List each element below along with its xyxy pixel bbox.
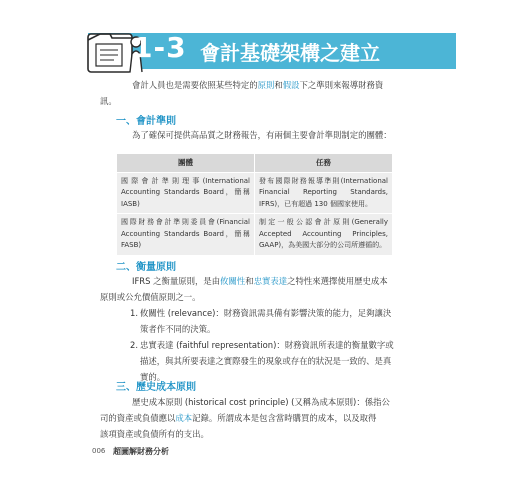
column-header: 團體 <box>117 154 255 173</box>
section-heading: 二、衡量原則 <box>116 262 176 273</box>
page-number: 006 <box>92 447 106 455</box>
table-cell: 制定一般公認會計原則(Generally Accepted Accounting Principles, GAAP)，為美國大部分的公司所遵循的。 <box>255 214 393 256</box>
section-paragraph: IFRS 之衡量原則，是由攸關性和忠實表達之特性來選擇使用歷史成本 原則或公允價值原則之一。 <box>100 276 388 302</box>
list-item: 1. 攸關性 (relevance)：財務資訊需具備有影響決策的能力，足夠讓決 策者作不同的決策。 <box>130 308 392 334</box>
book-title: 超圖解財務分析 <box>113 447 169 456</box>
section-number: 1-3 <box>133 31 187 64</box>
intro-paragraph: 會計人員也是需要依照某些特定的原則和假設下之準則來報導財務資 訊。 <box>100 80 384 106</box>
table-cell: 國際財務會計準則委員會(Financial Accounting Standards Board，簡稱 FASB) <box>117 214 255 256</box>
section-heading: 三、歷史成本原則 <box>116 382 196 393</box>
table-row <box>117 214 393 256</box>
standards-table <box>116 153 393 256</box>
table-cell: 國際會計準則理事(International Accounting Standards Board，簡稱 IASB) <box>117 172 255 214</box>
highlight-term: 成本 <box>175 413 193 423</box>
section-heading: 一、會計準則 <box>116 116 176 127</box>
section-paragraph: 歷史成本原則 (historical cost principle) (又稱為成本原則)：係指公 司的資產或負債應以成本記錄。所謂成本是包含當時購買的成本，以及取得 該項資產或負債所有的支出。 <box>100 397 390 439</box>
highlight-term: 原則 <box>257 80 275 90</box>
section-paragraph: 為了確保可提供高品質之財務報告，有兩個主要會計準則制定的團體： <box>132 130 392 140</box>
table-row <box>117 172 393 214</box>
column-header: 任務 <box>255 154 393 173</box>
table-cell: 發布國際財務報導準則(International Financial Reporting Standards, IFRS)，已有超過 130 個國家使用。 <box>255 172 393 214</box>
highlight-term: 忠實表達 <box>253 276 288 286</box>
section-title: 會計基礎架構之建立 <box>200 41 380 65</box>
table-header-row <box>117 154 393 173</box>
highlight-term: 攸關性 <box>220 276 246 286</box>
list-item: 2. 忠實表達 (faithful representation)：財務資訊所表達的衡量數字或 描述，與其所要表達之實際發生的現象或存在的狀況是一致的、是真 實的。 <box>130 340 394 382</box>
highlight-term: 假設 <box>282 80 300 90</box>
